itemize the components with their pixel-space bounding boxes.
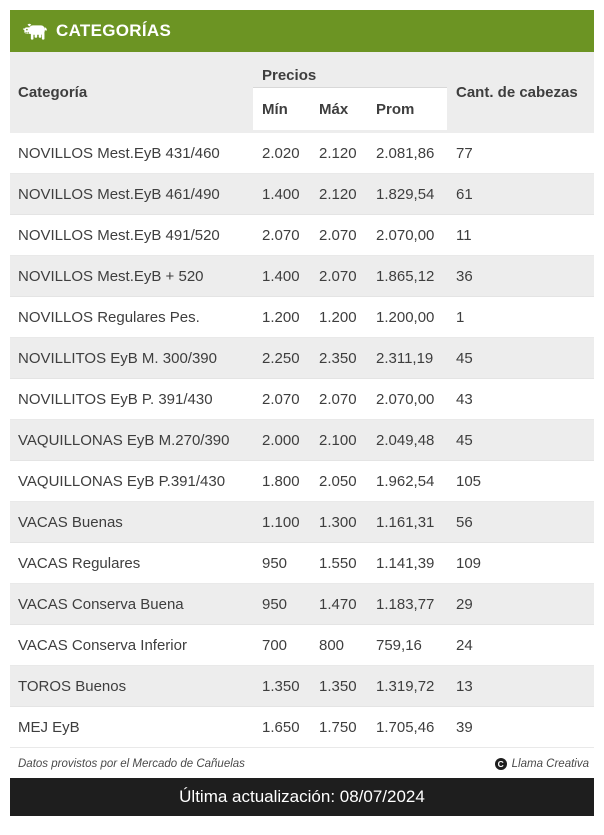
cell-prom: 759,16 <box>376 636 422 654</box>
cell-prom: 2.070,00 <box>376 390 435 408</box>
cell-categoria: VACAS Conserva Inferior <box>18 636 187 654</box>
column-header-cabezas: Cant. de cabezas <box>456 84 578 101</box>
cell-categoria: NOVILLOS Mest.EyB 491/520 <box>18 226 220 244</box>
cell-categoria: VACAS Conserva Buena <box>18 595 184 613</box>
cell-cabezas: 45 <box>456 431 473 449</box>
cell-min: 1.400 <box>262 185 300 203</box>
cell-categoria: VACAS Regulares <box>18 554 141 572</box>
table-row <box>10 420 594 461</box>
cow-icon <box>23 21 47 41</box>
cell-min: 2.020 <box>262 144 300 162</box>
column-header-prom: Prom <box>376 100 415 118</box>
cell-prom: 1.829,54 <box>376 185 435 203</box>
cell-cabezas: 13 <box>456 677 473 695</box>
cell-min: 2.070 <box>262 226 300 244</box>
cell-min: 2.000 <box>262 431 300 449</box>
cell-min: 700 <box>262 636 288 654</box>
cell-categoria: NOVILLOS Mest.EyB + 520 <box>18 267 204 285</box>
cell-cabezas: 1 <box>456 308 465 326</box>
attribution-bar <box>10 748 594 778</box>
cell-max: 2.070 <box>319 226 357 244</box>
cell-prom: 1.200,00 <box>376 308 435 326</box>
table-row <box>10 707 594 748</box>
column-header-max: Máx <box>319 100 349 118</box>
widget-title-bar <box>10 10 594 52</box>
cell-cabezas: 105 <box>456 472 482 490</box>
column-header-categoria: Categoría <box>18 84 88 101</box>
widget-title: CATEGORÍAS <box>56 21 172 40</box>
cell-min: 1.100 <box>262 513 300 531</box>
cell-min: 1.650 <box>262 718 300 736</box>
table-row <box>10 584 594 625</box>
cell-min: 1.350 <box>262 677 300 695</box>
cell-max: 1.350 <box>319 677 357 695</box>
cell-categoria: VAQUILLONAS EyB M.270/390 <box>18 431 230 449</box>
table-body <box>10 133 594 748</box>
cell-max: 1.200 <box>319 308 357 326</box>
cell-categoria: NOVILLOS Regulares Pes. <box>18 308 200 326</box>
copyright-icon: C <box>495 758 507 770</box>
table-row <box>10 133 594 174</box>
cell-min: 1.400 <box>262 267 300 285</box>
cell-prom: 1.161,31 <box>376 513 435 531</box>
cell-categoria: VACAS Buenas <box>18 513 123 531</box>
cell-prom: 2.081,86 <box>376 144 435 162</box>
table-row <box>10 174 594 215</box>
cell-cabezas: 56 <box>456 513 473 531</box>
cell-cabezas: 43 <box>456 390 473 408</box>
credit-link[interactable] <box>495 758 589 770</box>
table-row <box>10 625 594 666</box>
cell-cabezas: 77 <box>456 144 473 162</box>
cell-max: 1.300 <box>319 513 357 531</box>
table-header <box>10 52 594 133</box>
precios-subheader <box>253 87 447 130</box>
cell-min: 950 <box>262 595 288 613</box>
cell-max: 2.120 <box>319 144 357 162</box>
cell-prom: 1.705,46 <box>376 718 435 736</box>
cell-categoria: MEJ EyB <box>18 718 80 736</box>
cell-cabezas: 109 <box>456 554 482 572</box>
cell-categoria: NOVILLOS Mest.EyB 461/490 <box>18 185 220 203</box>
table-row <box>10 256 594 297</box>
cell-max: 2.350 <box>319 349 357 367</box>
cell-categoria: TOROS Buenos <box>18 677 127 695</box>
cell-cabezas: 36 <box>456 267 473 285</box>
column-header-min: Mín <box>262 100 288 118</box>
cell-prom: 2.070,00 <box>376 226 435 244</box>
credit-text: Llama Creativa <box>511 758 589 770</box>
table-row <box>10 215 594 256</box>
cell-prom: 1.962,54 <box>376 472 435 490</box>
cell-categoria: NOVILLOS Mest.EyB 431/460 <box>18 144 220 162</box>
categories-widget <box>10 10 594 816</box>
last-update-text: Última actualización: 08/07/2024 <box>179 787 425 806</box>
cell-max: 1.550 <box>319 554 357 572</box>
cell-cabezas: 61 <box>456 185 473 203</box>
cell-max: 2.120 <box>319 185 357 203</box>
cell-min: 2.070 <box>262 390 300 408</box>
cell-min: 950 <box>262 554 288 572</box>
cell-max: 1.750 <box>319 718 357 736</box>
cell-cabezas: 29 <box>456 595 473 613</box>
cell-max: 2.050 <box>319 472 357 490</box>
table-row <box>10 461 594 502</box>
cell-prom: 1.865,12 <box>376 267 435 285</box>
cell-min: 2.250 <box>262 349 300 367</box>
cell-prom: 2.311,19 <box>376 349 434 367</box>
cell-prom: 2.049,48 <box>376 431 435 449</box>
table-row <box>10 297 594 338</box>
column-header-precios: Precios <box>262 67 317 84</box>
cell-prom: 1.319,72 <box>376 677 435 695</box>
cell-max: 2.070 <box>319 267 357 285</box>
data-source-text: Datos provistos por el Mercado de Cañuelas <box>18 758 245 770</box>
cell-min: 1.800 <box>262 472 300 490</box>
cell-max: 1.470 <box>319 595 357 613</box>
cell-cabezas: 24 <box>456 636 473 654</box>
cell-categoria: VAQUILLONAS EyB P.391/430 <box>18 472 226 490</box>
table-row <box>10 666 594 707</box>
cell-categoria: NOVILLITOS EyB P. 391/430 <box>18 390 213 408</box>
cell-min: 1.200 <box>262 308 300 326</box>
cell-prom: 1.141,39 <box>376 554 435 572</box>
table-row <box>10 543 594 584</box>
cell-cabezas: 11 <box>456 226 472 244</box>
cell-max: 2.100 <box>319 431 357 449</box>
cell-cabezas: 45 <box>456 349 473 367</box>
table-row <box>10 338 594 379</box>
table-row <box>10 502 594 543</box>
cell-max: 800 <box>319 636 345 654</box>
table-row <box>10 379 594 420</box>
last-update-bar <box>10 778 594 816</box>
column-group-precios <box>253 52 447 133</box>
cell-categoria: NOVILLITOS EyB M. 300/390 <box>18 349 217 367</box>
cell-cabezas: 39 <box>456 718 473 736</box>
cell-max: 2.070 <box>319 390 357 408</box>
cell-prom: 1.183,77 <box>376 595 435 613</box>
